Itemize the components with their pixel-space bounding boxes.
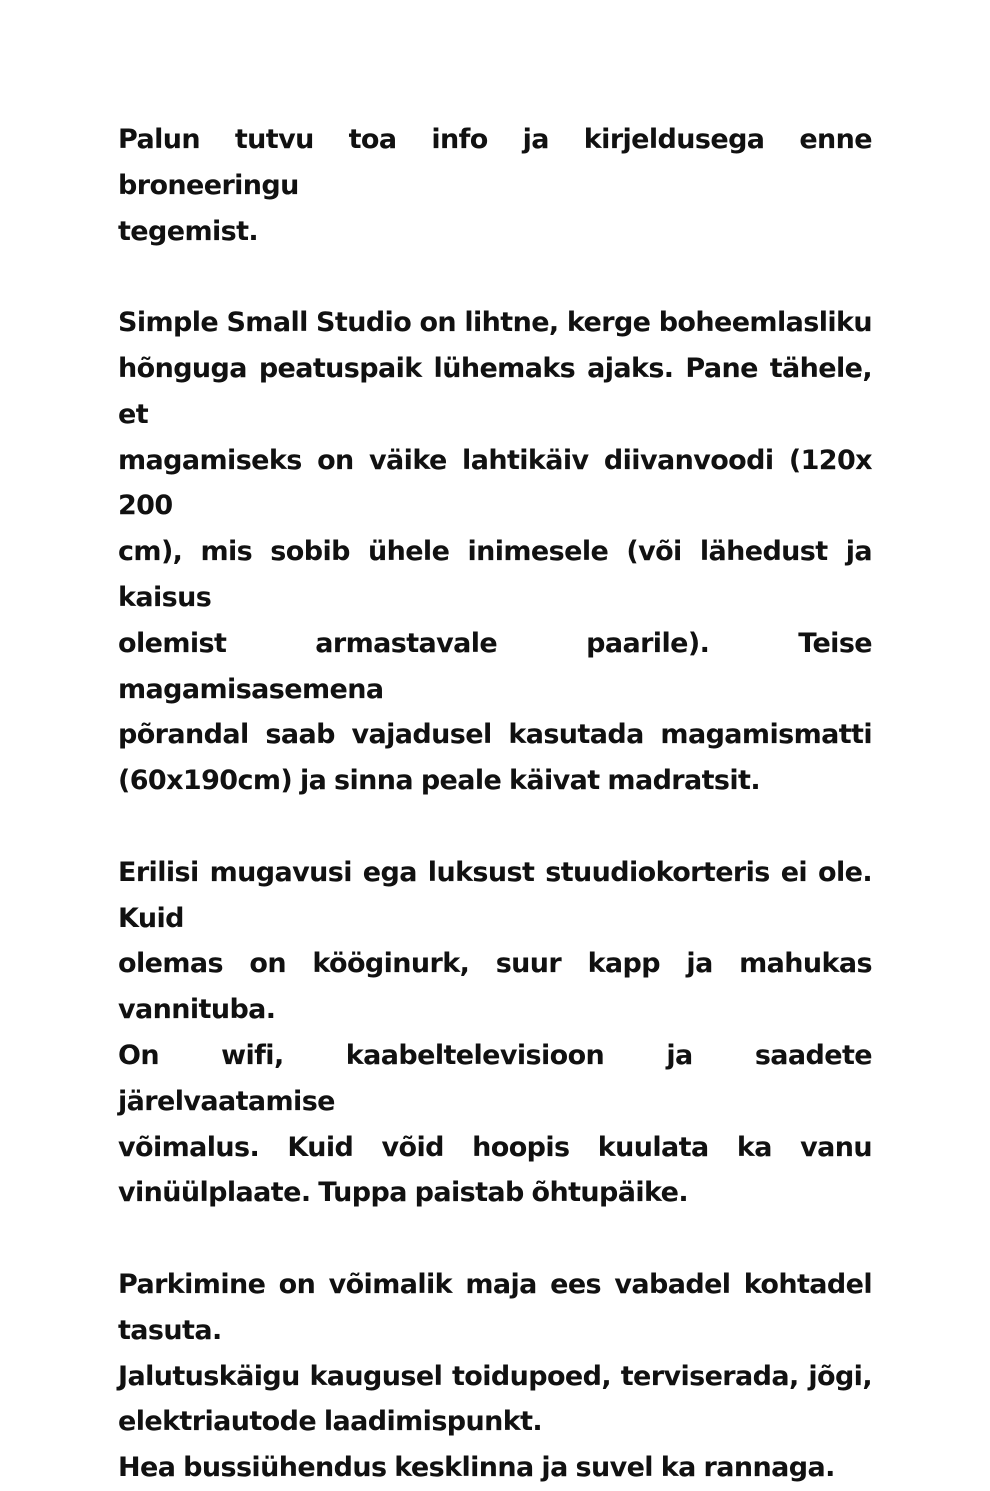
document-page	[118, 117, 872, 1491]
text-line: elektriautode laadimispunkt.	[118, 1406, 543, 1438]
text-line: On wifi, kaabeltelevisioon ja saadete järelvaatamise	[118, 1039, 872, 1117]
intro-paragraph	[118, 117, 872, 254]
text-line: põrandal saab vajadusel kasutada magamismatti	[118, 719, 872, 751]
text-line: võimalus. Kuid võid hoopis kuulata ka vanu	[118, 1131, 872, 1163]
text-line: olemist armastavale paarile). Teise magamisasemena	[118, 627, 872, 705]
text-line: Jalutuskäigu kaugusel toidupoed, terviserada, jõgi,	[118, 1360, 872, 1392]
text-line: Parkimine on võimalik maja ees vabadel kohtadel	[118, 1268, 872, 1300]
text-line: Simple Small Studio on lihtne, kerge boheemlasliku	[118, 307, 872, 339]
text-line: magamiseks on väike lahtikäiv diivanvoodi (120x 200	[118, 444, 872, 522]
amenities-paragraph	[118, 850, 872, 1216]
text-line: Palun tutvu toa info ja kirjeldusega enne broneeringu	[118, 124, 872, 201]
text-line: cm), mis sobib ühele inimesele (või lähedust ja kaisus	[118, 536, 872, 613]
text-line: (60x190cm) ja sinna peale käivat madratsit.	[118, 765, 761, 797]
text-line: Hea bussiühendus kesklinna ja suvel ka rannaga.	[118, 1452, 835, 1484]
text-line: tasuta.	[118, 1314, 222, 1346]
studio-description-paragraph	[118, 300, 872, 804]
location-paragraph	[118, 1262, 872, 1491]
text-line: hõnguga peatuspaik lühemaks ajaks. Pane tähele, et	[118, 352, 872, 430]
text-line: Erilisi mugavusi ega luksust stuudiokorteris ei ole. Kuid	[118, 856, 872, 934]
paragraph-spacer	[118, 254, 872, 300]
paragraph-spacer	[118, 804, 872, 850]
text-line: vinüülplaate. Tuppa paistab õhtupäike.	[118, 1177, 689, 1209]
paragraph-spacer	[118, 1216, 872, 1262]
text-line: tegemist.	[118, 215, 259, 247]
text-line: olemas on kööginurk, suur kapp ja mahukas vannituba.	[118, 948, 872, 1026]
